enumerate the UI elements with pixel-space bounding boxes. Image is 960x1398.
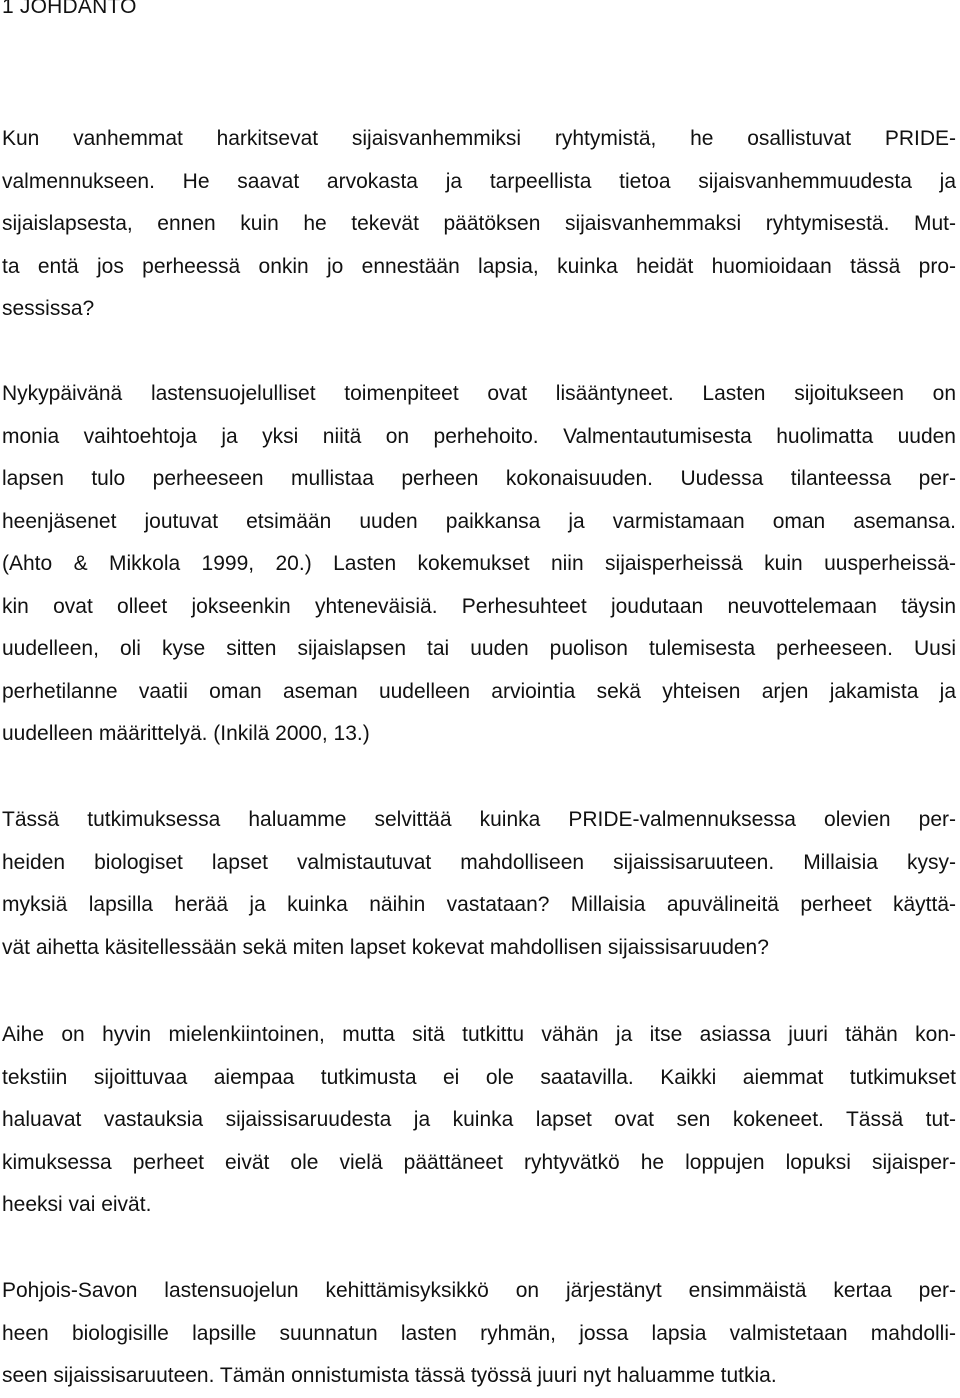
text-line: kin ovat olleet jokseenkin yhteneväisiä. Perhesuhteet joudutaan neuvottelemaan täysin: [2, 594, 956, 618]
text-line: heen biologisille lapsille suunnatun lasten ryhmän, jossa lapsia valmistetaan mahdolli-: [2, 1321, 956, 1345]
text-line: Pohjois-Savon lastensuojelun kehittämisyksikkö on järjestänyt ensimmäistä kertaa per-: [2, 1279, 956, 1302]
text-line: uudelleen määrittelyä. (Inkilä 2000, 13.): [2, 722, 370, 745]
paragraph-4: [2, 1014, 956, 1227]
paragraph-1: [2, 118, 956, 331]
paragraph-2: [2, 373, 956, 756]
text-line: myksiä lapsilla herää ja kuinka näihin vastataan? Millaisia apuvälineitä perheet käyttä-: [2, 893, 956, 916]
text-line: (Ahto & Mikkola 1999, 20.) Lasten kokemukset niin sijaisperheissä kuin uusperheissä-: [2, 552, 956, 575]
text-line: seen sijaissisaruuteen. Tämän onnistumista tässä työssä juuri nyt haluamme tutkia.: [2, 1364, 777, 1387]
text-line: haluavat vastauksia sijaissisaruudesta ja kuinka lapset ovat sen kokeneet. Tässä tut-: [2, 1108, 956, 1131]
text-line: Nykypäivänä lastensuojelulliset toimenpiteet ovat lisääntyneet. Lasten sijoitukseen on: [2, 382, 956, 405]
text-line: vät aihetta käsitellessään sekä miten lapset kokevat mahdollisen sijaissisaruuden?: [2, 935, 769, 959]
paragraph-5: [2, 1270, 956, 1398]
text-line: tekstiin sijoittuvaa aiempaa tutkimusta ei ole saatavilla. Kaikki aiemmat tutkimukset: [2, 1065, 956, 1089]
text-line: heeksi vai eivät.: [2, 1193, 152, 1216]
text-line: valmennukseen. He saavat arvokasta ja tarpeellista tietoa sijaisvanhemmuudesta ja: [2, 169, 956, 193]
text-line: monia vaihtoehtoja ja yksi niitä on perhehoito. Valmentautumisesta huolimatta uuden: [2, 424, 956, 448]
text-line: Tässä tutkimuksessa haluamme selvittää kuinka PRIDE-valmennuksessa olevien per-: [2, 808, 956, 831]
text-line: ta entä jos perheessä onkin jo ennestään lapsia, kuinka heidät huomioidaan tässä pro-: [2, 254, 956, 278]
text-line: sessissa?: [2, 297, 95, 320]
text-line: sijaislapsesta, ennen kuin he tekevät päätöksen sijaisvanhemmaksi ryhtymisestä. Mut-: [2, 212, 956, 235]
text-line: Aihe on hyvin mielenkiintoinen, mutta sitä tutkittu vähän ja itse asiassa juuri tähän kon-: [2, 1023, 956, 1046]
text-line: perhetilanne vaatii oman aseman uudelleen arviointia sekä yhteisen arjen jakamista ja: [2, 679, 956, 703]
paragraph-3: [2, 799, 956, 969]
text-line: heiden biologiset lapset valmistautuvat mahdolliseen sijaissisaruuteen. Millaisia kysy-: [2, 850, 956, 874]
text-line: lapsen tulo perheeseen mullistaa perheen kokonaisuuden. Uudessa tilanteessa per-: [2, 467, 956, 490]
chapter-heading: 1 JOHDANTO: [2, 0, 137, 18]
text-line: kimuksessa perheet eivät ole vielä päättäneet ryhtyvätkö he loppujen lopuksi sijaisper-: [2, 1150, 956, 1174]
text-line: Kun vanhemmat harkitsevat sijaisvanhemmiksi ryhtymistä, he osallistuvat PRIDE-: [2, 127, 956, 150]
text-line: uudelleen, oli kyse sitten sijaislapsen tai uuden puolison tulemisesta perheeseen. Uusi: [2, 637, 956, 660]
text-line: heenjäsenet joutuvat etsimään uuden paikkansa ja varmistamaan oman asemansa.: [2, 509, 956, 533]
